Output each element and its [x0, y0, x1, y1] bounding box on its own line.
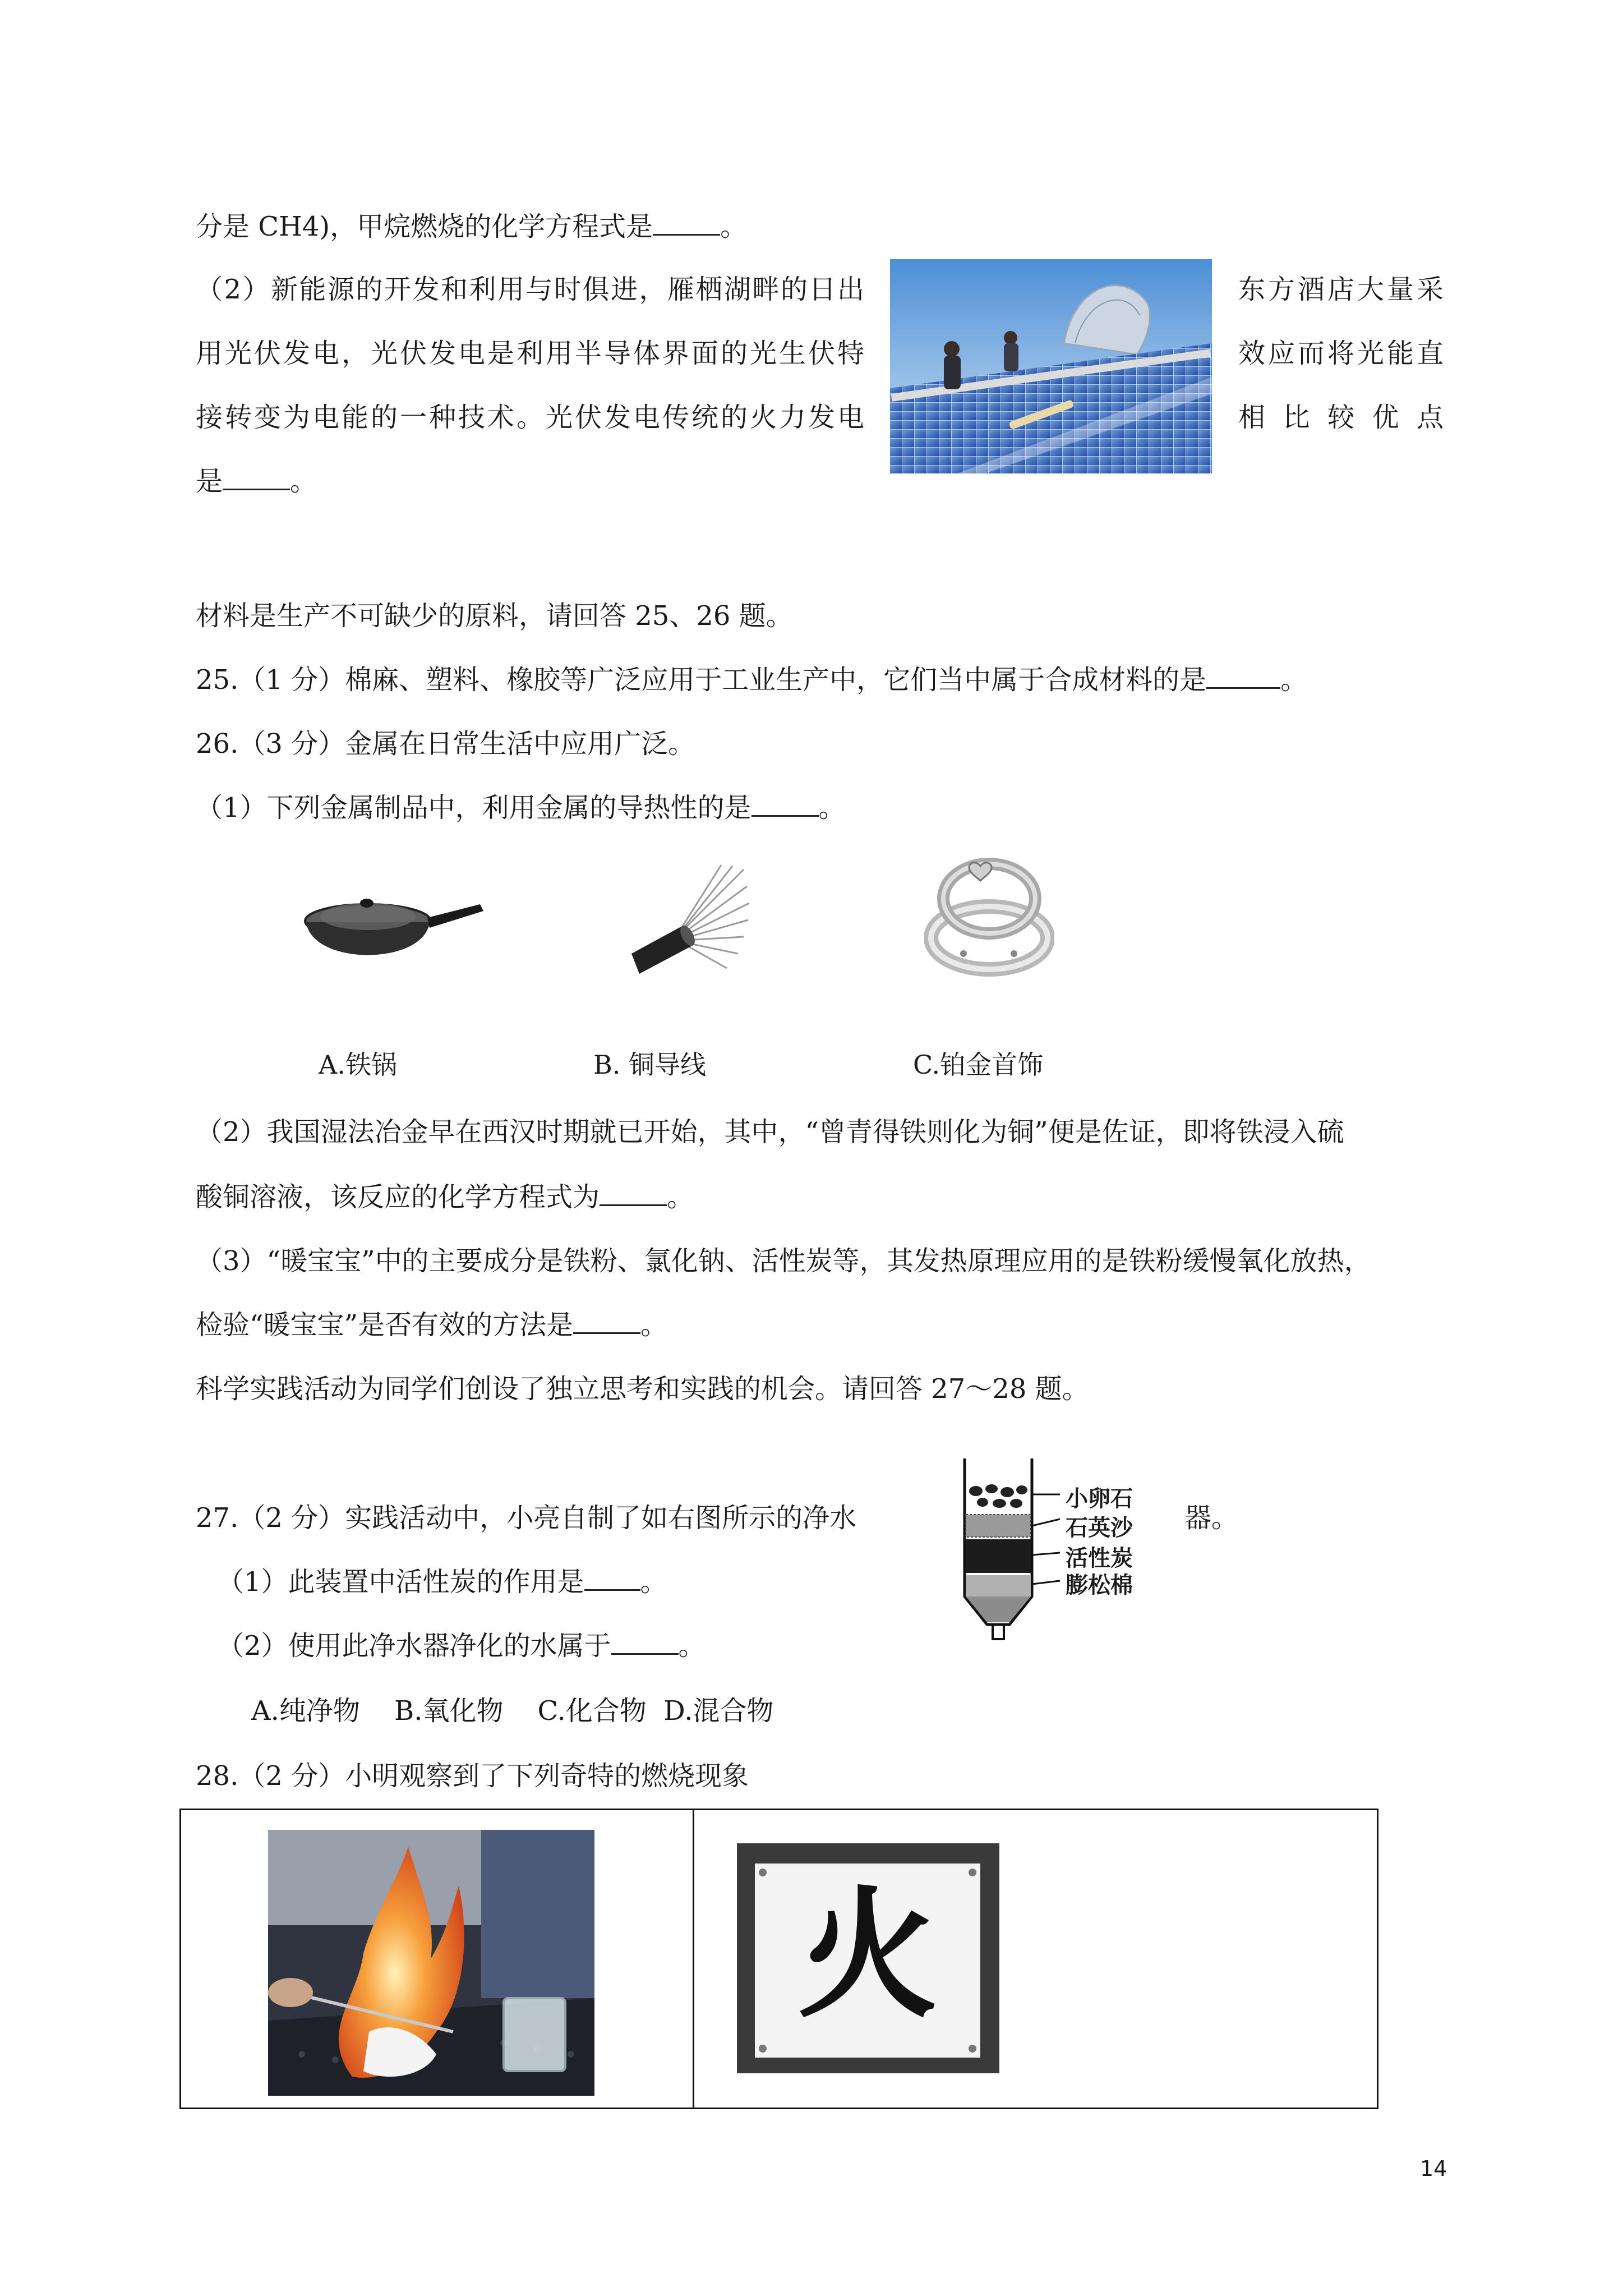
intro-25-26: 材料是生产不可缺少的原料，请回答 25、26 题。	[196, 600, 793, 632]
fire-character: 火	[797, 1872, 938, 2037]
q26-part3-line2	[196, 1307, 667, 1343]
q24-p2-line2-right: 效应而将光能直	[1238, 338, 1444, 369]
q26-part2-line2-end: 。	[667, 1181, 694, 1213]
q24-p2-line2-left: 用光伏发电，光伏发电是利用半导体界面的光生伏特	[196, 338, 864, 369]
q27-part2-end: 。	[678, 1630, 706, 1662]
q24-p2-line3-left: 接转变为电能的一种技术。光伏发电传统的火力发电	[196, 402, 864, 433]
burning-cloth-illustration	[268, 1830, 594, 2096]
q24-p2-line4-text: 是	[196, 466, 223, 497]
q26-part3-line1: （3）“暖宝宝”中的主要成分是铁粉、氯化钠、活性炭等，其发热原理应用的是铁粉缓慢氧化放热，	[196, 1245, 1371, 1277]
label-activated-carbon: 活性炭	[1066, 1545, 1133, 1571]
answer-blank[interactable]	[1206, 665, 1280, 689]
q26-stem: 26.（3 分）金属在日常生活中应用广泛。	[196, 728, 695, 760]
q26-part3-line2-end: 。	[640, 1309, 668, 1341]
answer-blank[interactable]	[751, 793, 819, 817]
q24-p2-line1-left: （2）新能源的开发和利用与时俱进，雁栖湖畔的日出	[196, 274, 864, 305]
q26-part1-text: （1）下列金属制品中，利用金属的导热性的是	[196, 792, 751, 823]
q26-part2-line2-text: 酸铜溶液，该反应的化学方程式为	[196, 1181, 600, 1213]
q26-part1	[196, 790, 846, 826]
q24-line-top-end: 。	[720, 211, 748, 242]
q28-stem: 28.（2 分）小明观察到了下列奇特的燃烧现象	[196, 1760, 749, 1792]
frying-pan-image	[301, 882, 486, 977]
answer-blank[interactable]	[653, 211, 720, 236]
answer-blank[interactable]	[223, 466, 290, 490]
q27-options[interactable]: A.纯净物 B.氧化物 C.化合物 D.混合物	[251, 1695, 774, 1727]
q26-part2-line2	[196, 1179, 694, 1215]
label-cotton: 膨松棉	[1066, 1572, 1133, 1598]
q26-part2-line1: （2）我国湿法冶金早在西汉时期就已开始，其中，“曾青得铁则化为铜”便是佐证，即将铁浸入硫	[196, 1116, 1344, 1148]
q27-stem-end: 器。	[1184, 1502, 1239, 1534]
burning-cloth-photo	[268, 1830, 594, 2096]
q24-line-top-text: 分是 CH4)，甲烷燃烧的化学方程式是	[196, 211, 653, 242]
answer-blank[interactable]	[600, 1182, 667, 1206]
answer-blank[interactable]	[611, 1631, 679, 1655]
q26-part3-line2-text: 检验“暖宝宝”是否有效的方法是	[196, 1309, 574, 1341]
label-pebbles: 小卵石	[1066, 1486, 1133, 1512]
q27-part2	[217, 1628, 706, 1664]
q27-part1	[217, 1564, 667, 1600]
platinum-ring-image	[924, 854, 1054, 978]
option-a-iron-pot[interactable]: A.铁锅	[319, 1050, 397, 1080]
burning-paper-character-image	[729, 1837, 1006, 2079]
q27-stem: 27.（2 分）实践活动中，小亮自制了如右图所示的净水	[196, 1502, 857, 1534]
q24-p2-line4	[196, 463, 317, 499]
q24-p2-line3-right: 相 比 较 优 点	[1238, 402, 1444, 433]
option-c-platinum-jewelry[interactable]: C.铂金首饰	[913, 1050, 1044, 1080]
intro-27-28: 科学实践活动为同学们创设了独立思考和实践的机会。请回答 27～28 题。	[196, 1373, 1089, 1405]
page-number: 14	[1420, 2156, 1447, 2181]
q25-end: 。	[1280, 664, 1308, 696]
q26-part1-end: 。	[818, 792, 846, 823]
ring-icon	[924, 854, 1054, 978]
q24-p2-line4-end: 。	[290, 466, 317, 497]
answer-blank[interactable]	[573, 1310, 640, 1334]
q24-line-top	[196, 209, 747, 245]
q24-p2-line1-right: 东方酒店大量采	[1238, 274, 1444, 305]
q27-part1-text: （1）此装置中活性炭的作用是	[217, 1566, 584, 1598]
label-quartz-sand: 石英沙	[1066, 1515, 1133, 1541]
q27-part2-text: （2）使用此净水器净化的水属于	[217, 1630, 611, 1662]
frying-pan-icon	[301, 882, 486, 977]
water-filter-diagram	[953, 1456, 1200, 1641]
copper-wire-image	[631, 864, 750, 975]
option-b-copper-wire[interactable]: B. 铜导线	[593, 1050, 707, 1080]
table-divider	[693, 1810, 694, 2108]
q25-line	[196, 662, 1307, 698]
copper-wire-icon	[631, 864, 750, 975]
solar-panel-illustration	[890, 259, 1212, 473]
q25-text: 25.（1 分）棉麻、塑料、橡胶等广泛应用于工业生产中，它们当中属于合成材料的是	[196, 664, 1207, 696]
answer-blank[interactable]	[584, 1567, 640, 1591]
q27-part1-end: 。	[640, 1566, 667, 1598]
solar-panel-photo	[890, 259, 1212, 473]
